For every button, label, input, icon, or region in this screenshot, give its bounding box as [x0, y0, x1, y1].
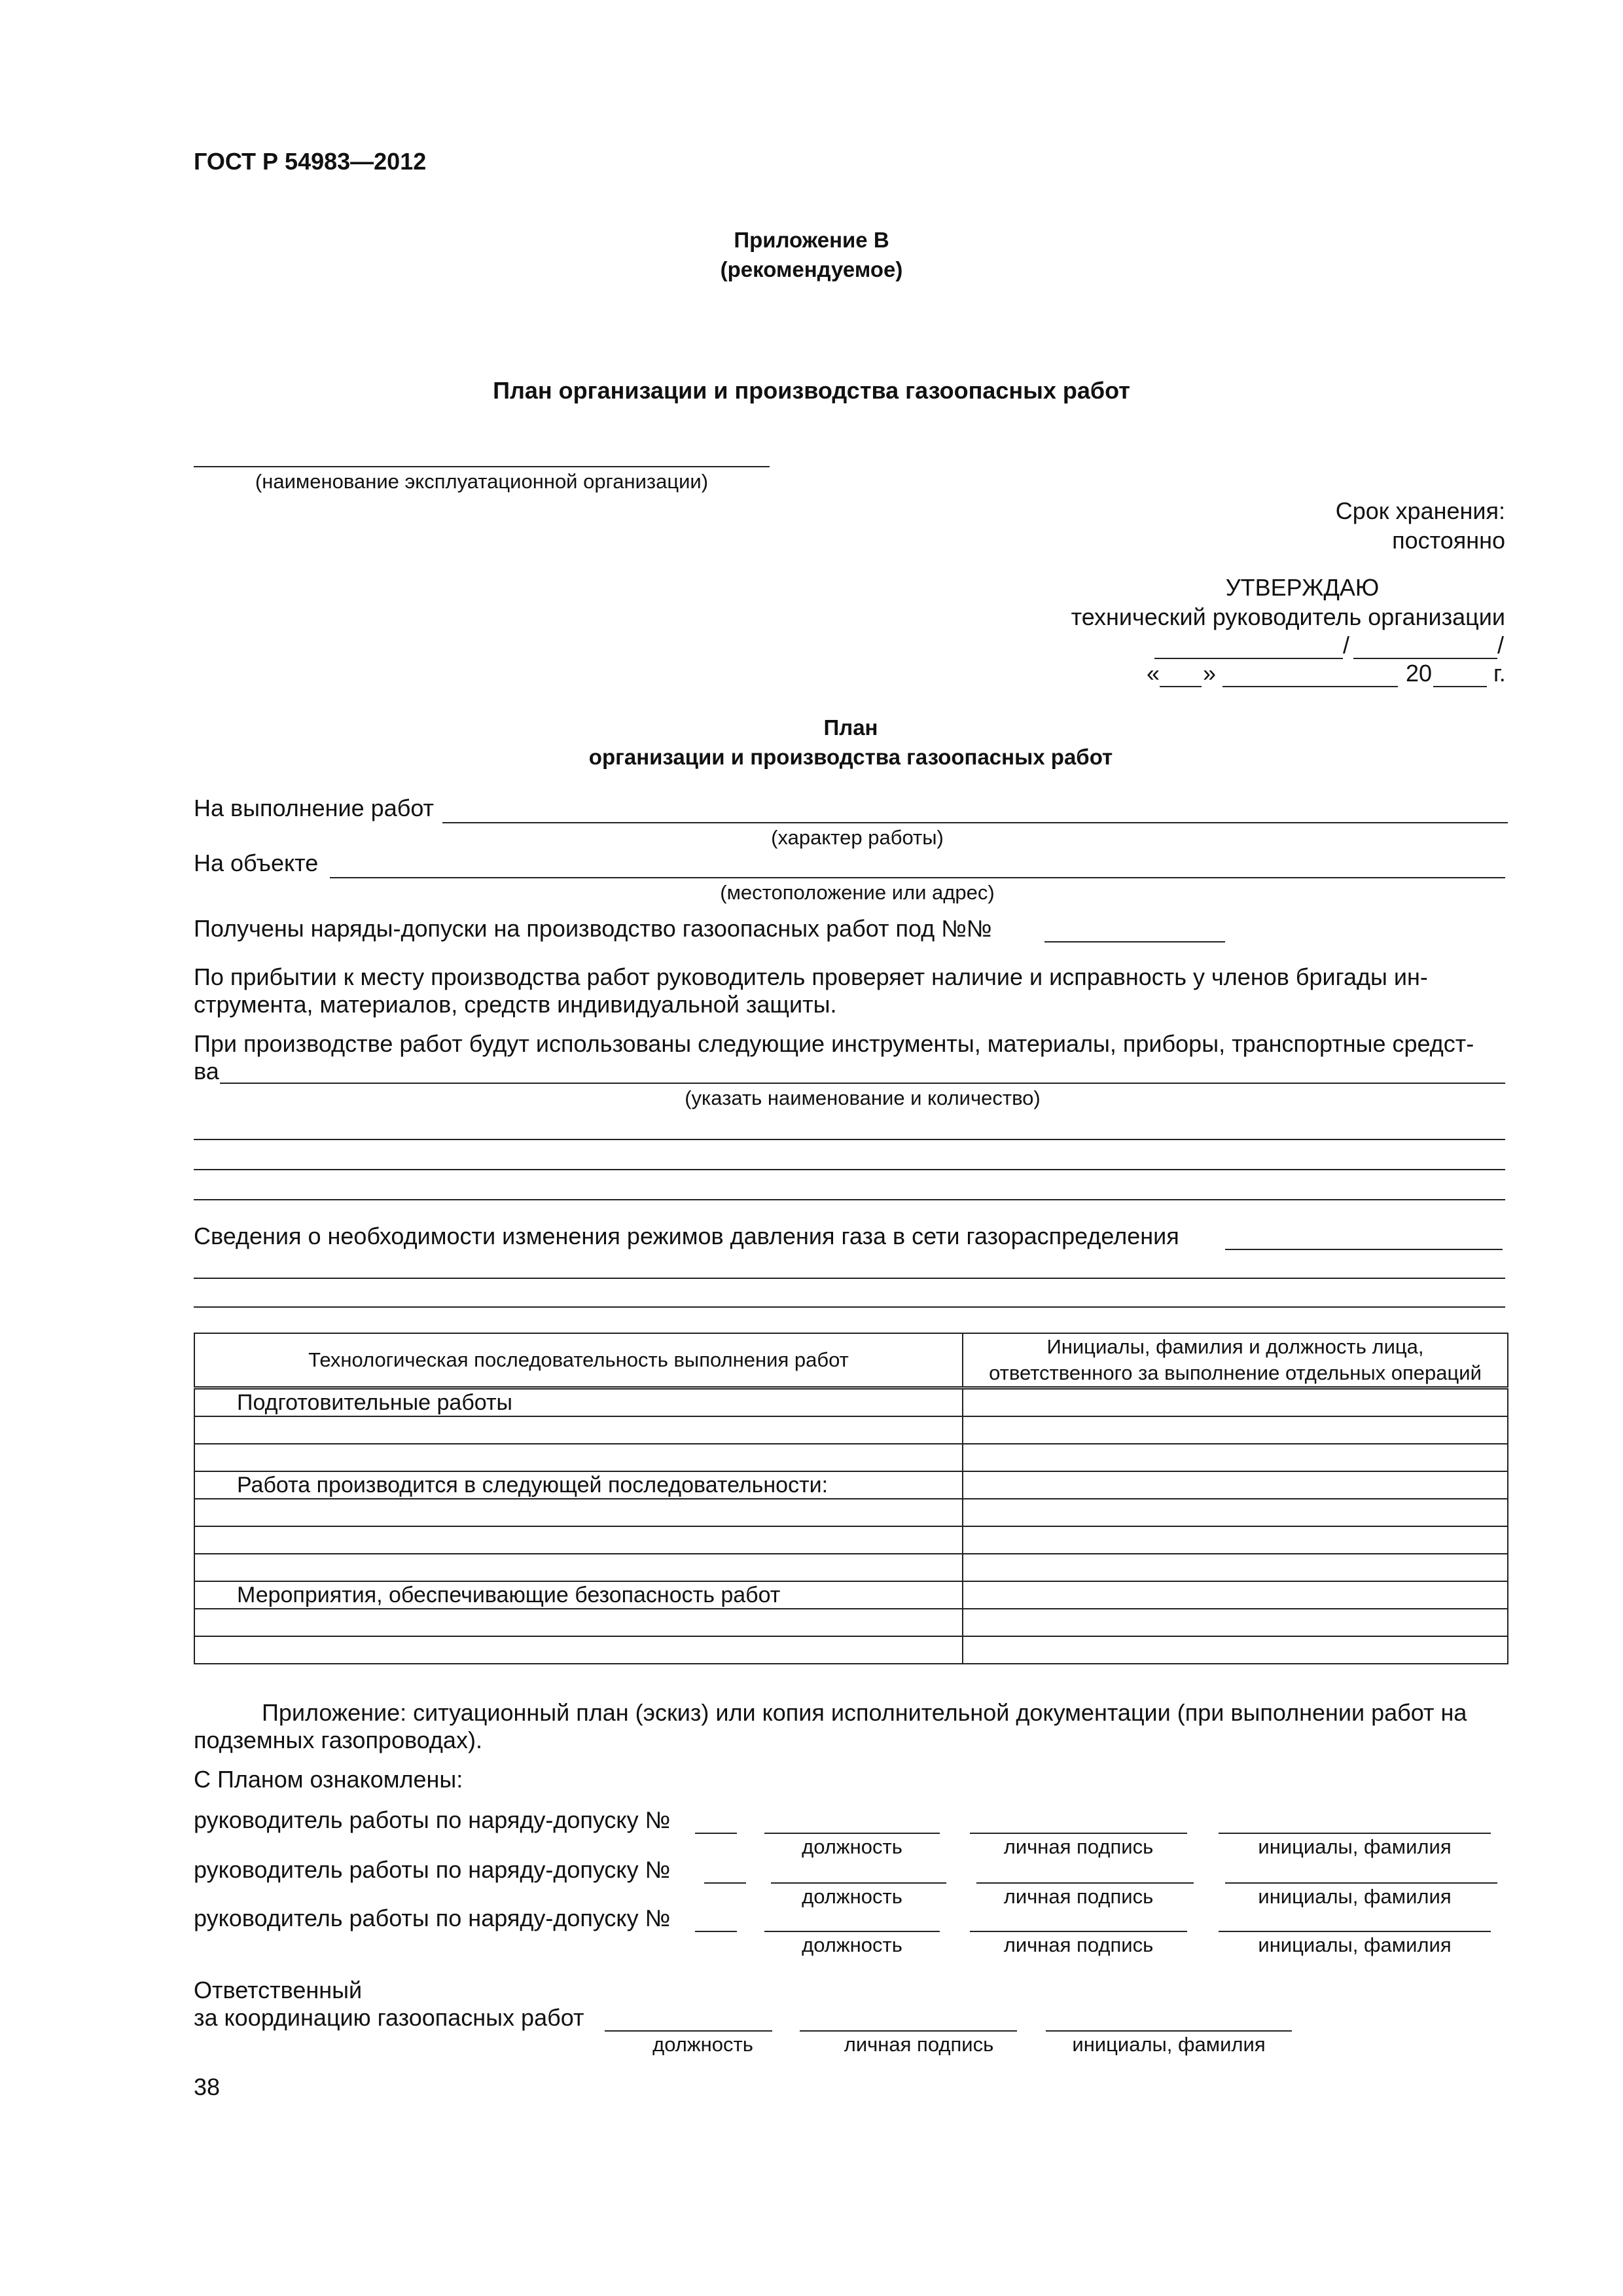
table-row — [194, 1609, 963, 1636]
table-header-sequence: Технологическая последовательность выполнения работ — [194, 1333, 963, 1388]
work-sequence-table — [194, 1333, 1508, 1664]
signature-caption: личная подпись — [1003, 1835, 1154, 1858]
storage-label: Срок хранения: — [1335, 497, 1505, 524]
table-cell-responsible — [963, 1581, 1508, 1609]
tools-extra-line-2 — [194, 1169, 1505, 1170]
date-quote-close: » — [1203, 660, 1217, 687]
permits-label: Получены наряды-допуски на производство газоопасных работ под №№ — [194, 915, 992, 942]
plan-title-line2: организации и производства газоопасных работ — [588, 745, 1113, 769]
table-cell-responsible — [963, 1388, 1508, 1417]
tools-line — [220, 1083, 1505, 1084]
approve-label: УТВЕРЖДАЮ — [1225, 574, 1380, 601]
table-row: Подготовительные работы — [194, 1388, 963, 1417]
table-header-responsible — [963, 1333, 1508, 1388]
permits-line — [1044, 941, 1225, 942]
org-name-line — [194, 466, 770, 467]
signature-caption: личная подпись — [1003, 1885, 1154, 1908]
familiarized-row-label: руководитель работы по наряду-допуску № — [194, 1806, 671, 1833]
name-line — [1219, 1931, 1491, 1932]
table-cell-responsible — [963, 1609, 1508, 1636]
name-caption: инициалы, фамилия — [1258, 1885, 1452, 1908]
table-row — [194, 1499, 963, 1526]
org-name-caption: (наименование эксплуатационной организации) — [255, 470, 709, 493]
familiarized-row-label: руководитель работы по наряду-допуску № — [194, 1856, 671, 1883]
table-cell-responsible — [963, 1554, 1508, 1581]
table-row — [194, 1526, 963, 1554]
table-cell-responsible — [963, 1416, 1508, 1444]
object-line — [330, 877, 1505, 878]
position-line — [771, 1882, 946, 1884]
permit-number-line — [695, 1833, 737, 1834]
table-cell-responsible — [963, 1471, 1508, 1499]
table-row: Работа производится в следующей последовательности: — [194, 1471, 963, 1499]
table-row: Мероприятия, обеспечивающие безопасность работ — [194, 1581, 963, 1609]
pressure-line — [1225, 1249, 1503, 1250]
appendix-note-line2: подземных газопроводах). — [194, 1727, 482, 1753]
responsible-position-caption: должность — [652, 2033, 753, 2056]
standard-number: ГОСТ Р 54983—2012 — [194, 148, 427, 175]
pressure-label: Сведения о необходимости изменения режимов давления газа в сети газораспределения — [194, 1223, 1179, 1249]
pressure-extra-line-1 — [194, 1278, 1505, 1279]
name-line — [1219, 1833, 1491, 1834]
storage-value: постоянно — [1392, 527, 1505, 554]
work-label: На выполнение работ — [194, 795, 435, 821]
position-line — [764, 1833, 940, 1834]
position-caption: должность — [802, 1835, 902, 1858]
responsible-name-line — [1046, 2030, 1292, 2032]
date-month-line — [1222, 686, 1398, 687]
table-cell-responsible — [963, 1636, 1508, 1664]
position-line — [764, 1931, 940, 1932]
date-quote-open: « — [1147, 660, 1160, 687]
responsible-signature-caption: личная подпись — [844, 2033, 994, 2056]
date-year-prefix: 20 — [1406, 660, 1433, 687]
position-caption: должность — [802, 1933, 902, 1956]
date-year-line — [1433, 686, 1487, 687]
familiarized-row-label: руководитель работы по наряду-допуску № — [194, 1905, 671, 1931]
appendix-note-line1: Приложение: ситуационный план (эскиз) или копия исполнительной документации (при выполнении работ на — [262, 1699, 1467, 1726]
name-caption: инициалы, фамилия — [1258, 1933, 1452, 1956]
responsible-signature-line — [800, 2030, 1017, 2032]
main-title: План организации и производства газоопасных работ — [493, 377, 1130, 404]
signature-line — [976, 1882, 1194, 1884]
object-caption: (местоположение или адрес) — [720, 881, 995, 904]
approver-signature-line — [1154, 658, 1343, 659]
table-header-responsible-line1: Инициалы, фамилия и должность лица, — [1046, 1335, 1424, 1358]
arrival-text-line2: струмента, материалов, средств индивидуальной защиты. — [194, 991, 837, 1018]
work-caption: (характер работы) — [771, 826, 944, 849]
table-row — [194, 1444, 963, 1471]
tools-text-line2: ва — [194, 1058, 219, 1085]
responsible-position-line — [605, 2030, 772, 2032]
tools-caption: (указать наименование и количество) — [685, 1086, 1041, 1109]
tools-extra-line-1 — [194, 1139, 1505, 1140]
approver-slash-1: / — [1343, 632, 1350, 658]
permit-number-line — [704, 1882, 746, 1884]
tools-text-line1: При производстве работ будут использованы следующие инструменты, материалы, приборы, транспортные средст- — [194, 1030, 1474, 1057]
plan-title-line1: План — [823, 715, 878, 740]
table-cell-responsible — [963, 1499, 1508, 1526]
appendix-title: Приложение В — [734, 228, 889, 252]
table-row — [194, 1554, 963, 1581]
signature-line — [970, 1833, 1187, 1834]
familiarized-label: С Планом ознакомлены: — [194, 1766, 463, 1793]
table-row — [194, 1416, 963, 1444]
page-number: 38 — [194, 2073, 221, 2100]
table-cell-responsible — [963, 1444, 1508, 1471]
responsible-line2: за координацию газоопасных работ — [194, 2004, 584, 2031]
signature-line — [970, 1931, 1187, 1932]
date-year-suffix: г. — [1493, 660, 1506, 687]
approver-position: технический руководитель организации — [1071, 603, 1505, 630]
arrival-text-line1: По прибытии к месту производства работ руководитель проверяет наличие и исправность у членов бригады ин- — [194, 963, 1428, 990]
responsible-name-caption: инициалы, фамилия — [1072, 2033, 1266, 2056]
position-caption: должность — [802, 1885, 902, 1908]
permit-number-line — [695, 1931, 737, 1932]
name-caption: инициалы, фамилия — [1258, 1835, 1452, 1858]
table-row — [194, 1636, 963, 1664]
tools-extra-line-3 — [194, 1199, 1505, 1200]
pressure-extra-line-2 — [194, 1306, 1505, 1308]
appendix-status: (рекомендуемое) — [720, 257, 903, 281]
approver-name-line — [1353, 658, 1497, 659]
object-label: На объекте — [194, 850, 319, 876]
work-line — [442, 822, 1508, 823]
table-header-responsible-line2: ответственного за выполнение отдельных операций — [989, 1361, 1482, 1384]
name-line — [1225, 1882, 1497, 1884]
responsible-line1: Ответственный — [194, 1977, 363, 2003]
date-day-line — [1160, 686, 1202, 687]
table-cell-responsible — [963, 1526, 1508, 1554]
signature-caption: личная подпись — [1003, 1933, 1154, 1956]
approver-slash-2: / — [1497, 632, 1505, 658]
